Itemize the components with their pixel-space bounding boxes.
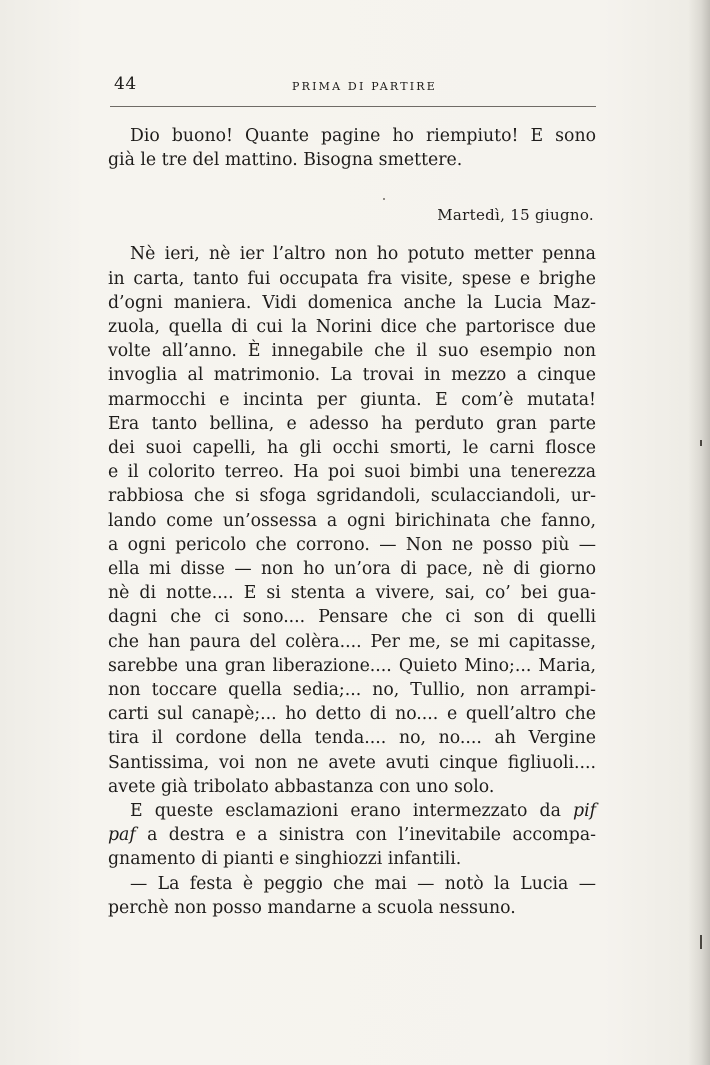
text-line: gnamento di pianti e singhiozzi infantili. bbox=[108, 849, 462, 870]
text-line: Era tanto bellina, e adesso ha perduto gran parte bbox=[108, 413, 596, 434]
paragraph-1 bbox=[108, 124, 596, 172]
page-number: 44 bbox=[114, 74, 137, 94]
text-line: zuola, quella di cui la Norini dice che partorisce due bbox=[108, 317, 596, 338]
text-line: d’ogni maniera. Vidi domenica anche la Lucia Maz- bbox=[108, 292, 596, 313]
header-rule bbox=[110, 106, 596, 107]
text-line: carti sul canapè;... ho detto di no.... e quell’altro che bbox=[108, 704, 596, 725]
text-line: avete già tribolato abbastanza con uno solo. bbox=[108, 776, 495, 797]
text-line: sarebbe una gran liberazione.... Quieto Mino;... Maria, bbox=[108, 655, 596, 676]
paragraph-4 bbox=[108, 872, 596, 920]
paragraph-2 bbox=[108, 242, 596, 799]
text-line: Santissima, voi non ne avete avuti cinque figliuoli.... bbox=[108, 752, 596, 773]
text-line: nè di notte.... E si stenta a vivere, sai, co’ bei gua- bbox=[108, 583, 596, 604]
paragraph-3 bbox=[108, 799, 596, 872]
italic-word: paf bbox=[108, 825, 136, 846]
text-line: Dio buono! Quante pagine ho riempiuto! E sono bbox=[130, 126, 596, 146]
text-line bbox=[108, 799, 596, 823]
page-header bbox=[110, 74, 600, 100]
text-line: che han paura del colèra.... Per me, se mi capitasse, bbox=[108, 631, 596, 652]
text-line: rabbiosa che si sfoga sgridandoli, sculacciandoli, ur- bbox=[108, 486, 596, 507]
text-line: volte all’anno. È innegabile che il suo esempio non bbox=[108, 341, 596, 362]
text-line: invoglia al matrimonio. La trovai in mezzo a cinque bbox=[108, 365, 596, 386]
text-line: Nè ieri, nè ier l’altro non ho potuto metter penna bbox=[130, 244, 596, 265]
italic-word: pif bbox=[573, 801, 597, 822]
text-line: lando come un’ossessa a ogni birichinata che fanno, bbox=[108, 510, 596, 531]
running-title: PRIMA DI PARTIRE bbox=[292, 80, 438, 93]
text-line: a ogni pericolo che corrono. — Non ne posso più — bbox=[108, 534, 596, 555]
text-line: marmocchi e incinta per giunta. E com’è mutata! bbox=[108, 389, 596, 410]
text-line: e il colorito terreo. Ha poi suoi bimbi una tenerezza bbox=[108, 462, 596, 483]
text-line: dei suoi capelli, ha gli occhi smorti, le carni flosce bbox=[108, 438, 596, 459]
margin-mark bbox=[700, 440, 702, 446]
text-fragment: a destra e a sinistra con l’inevitabile accompa- bbox=[147, 825, 596, 846]
margin-mark bbox=[700, 935, 702, 949]
text-line: già le tre del mattino. Bisogna smettere. bbox=[108, 150, 463, 171]
body-text bbox=[108, 124, 596, 920]
text-line: perchè non posso mandarne a scuola nessuno. bbox=[108, 897, 516, 918]
text-line bbox=[108, 823, 596, 847]
text-line: non toccare quella sedia;... no, Tullio, non arrampi- bbox=[108, 680, 596, 701]
text-line: tira il cordone della tenda.... no, no.... ah Vergine bbox=[108, 728, 596, 749]
page-edge-shadow bbox=[688, 0, 710, 1065]
text-fragment: E queste esclamazioni erano intermezzato da bbox=[130, 801, 561, 822]
text-line: in carta, tanto fui occupata fra visite, spese e brighe bbox=[108, 268, 596, 289]
dateline: Martedì, 15 giugno. bbox=[437, 206, 594, 225]
text-line: ella mi disse — non ho un’ora di pace, nè di giorno bbox=[108, 559, 596, 580]
text-line: — La festa è peggio che mai — notò la Lucia — bbox=[130, 873, 596, 894]
text-line: dagni che ci sono.... Pensare che ci son di quelli bbox=[108, 607, 596, 628]
